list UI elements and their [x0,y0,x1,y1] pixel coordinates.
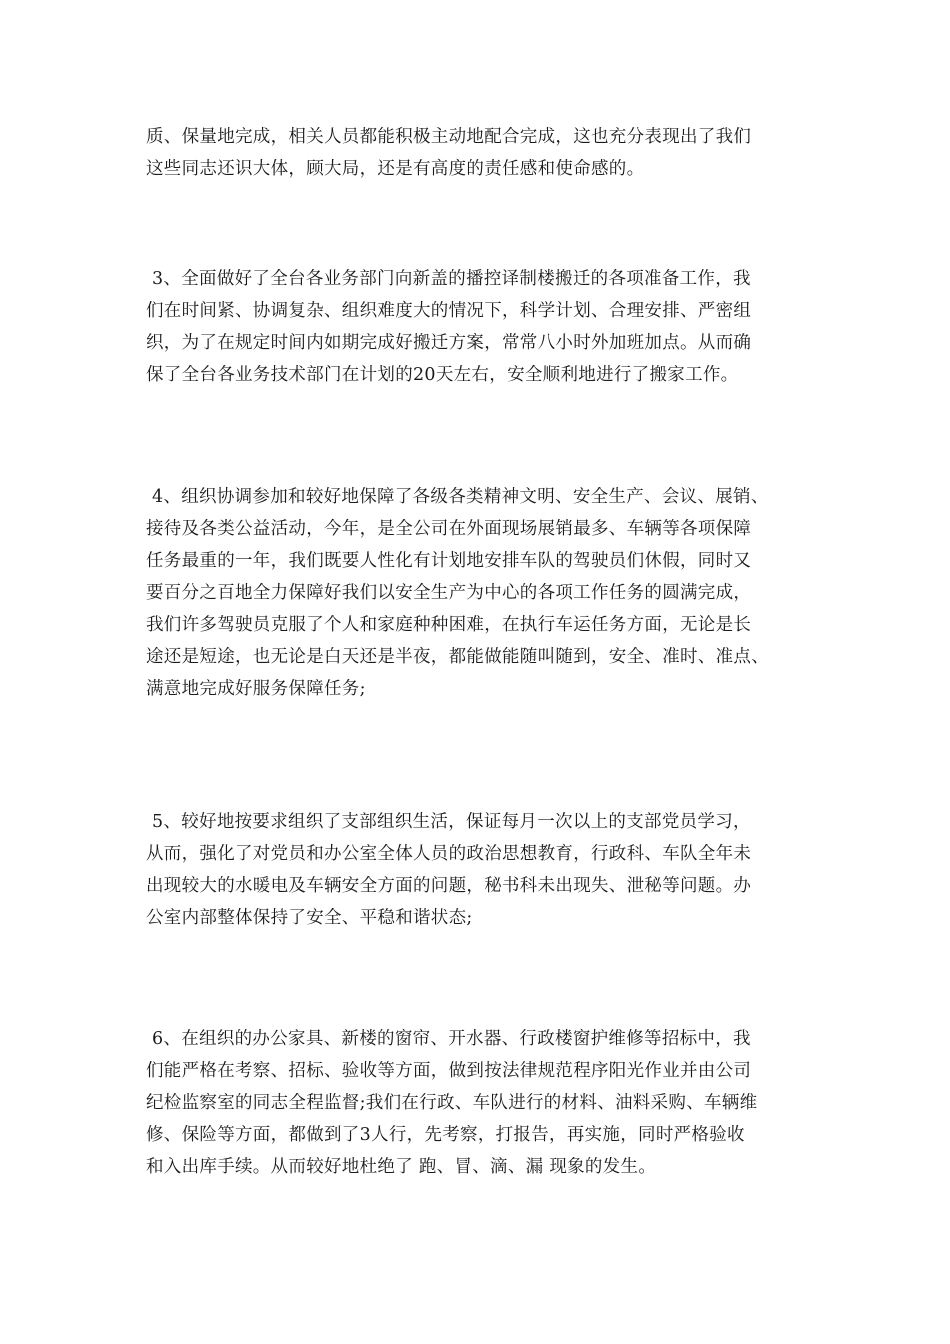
text-line: 公室内部整体保持了安全、平稳和谐状态; [146,908,473,928]
text-line: 接待及各类公益活动，今年，是全公司在外面现场展销最多、车辆等各项保障 [146,519,752,539]
text-line: 我们许多驾驶员克服了个人和家庭种种困难，在执行车运任务方面，无论是长 [146,615,752,635]
paragraph-item-6 [146,1023,826,1183]
text-line: 质、保量地完成，相关人员都能积极主动地配合完成，这也充分表现出了我们 [146,127,752,147]
paragraph-1 [146,121,826,185]
text-line: 要百分之百地全力保障好我们以安全生产为中心的各项工作任务的圆满完成， [146,583,752,603]
text-line: 织，为了在规定时间内如期完成好搬迁方案，常常八小时外加班加点。从而确 [146,333,752,353]
text-line: 们能严格在考察、招标、验收等方面，做到按法律规范程序阳光作业并由公司 [146,1061,752,1081]
paragraph-item-5 [146,806,826,934]
text-line: 满意地完成好服务保障任务; [146,679,366,699]
text-line: 从而，强化了对党员和办公室全体人员的政治思想教育，行政科、车队全年未 [146,844,752,864]
paragraph-item-3 [146,263,826,391]
paragraph-item-4 [146,481,826,705]
text-line: 3、全面做好了全台各业务部门向新盖的播控译制楼搬迁的各项准备工作，我 [152,269,751,289]
text-line: 4、组织协调参加和较好地保障了各级各类精神文明、安全生产、会议、展销、 [152,487,769,507]
text-line: 途还是短途，也无论是白天还是半夜，都能做能随叫随到，安全、准时、准点、 [146,647,769,667]
text-line: 任务最重的一年，我们既要人性化有计划地安排车队的驾驶员们休假，同时又 [146,551,752,571]
text-line: 出现较大的水暖电及车辆安全方面的问题，秘书科未出现失、泄秘等问题。办 [146,876,752,896]
text-line: 修、保险等方面，都做到了3人行，先考察，打报告，再实施，同时严格验收 [146,1125,745,1145]
text-line: 这些同志还识大体，顾大局，还是有高度的责任感和使命感的。 [146,159,645,179]
text-line: 保了全台各业务技术部门在计划的20天左右，安全顺利地进行了搬家工作。 [146,365,739,385]
text-line: 们在时间紧、协调复杂、组织难度大的情况下，科学计划、合理安排、严密组 [146,301,752,321]
text-line: 5、较好地按要求组织了支部组织生活，保证每月一次以上的支部党员学习， [152,812,751,832]
text-line: 和入出库手续。从而较好地杜绝了 跑、冒、滴、漏 现象的发生。 [146,1157,657,1177]
text-line: 6、在组织的办公家具、新楼的窗帘、开水器、行政楼窗护维修等招标中，我 [152,1029,751,1049]
text-line: 纪检监察室的同志全程监督;我们在行政、车队进行的材料、油料采购、车辆维 [146,1093,758,1113]
